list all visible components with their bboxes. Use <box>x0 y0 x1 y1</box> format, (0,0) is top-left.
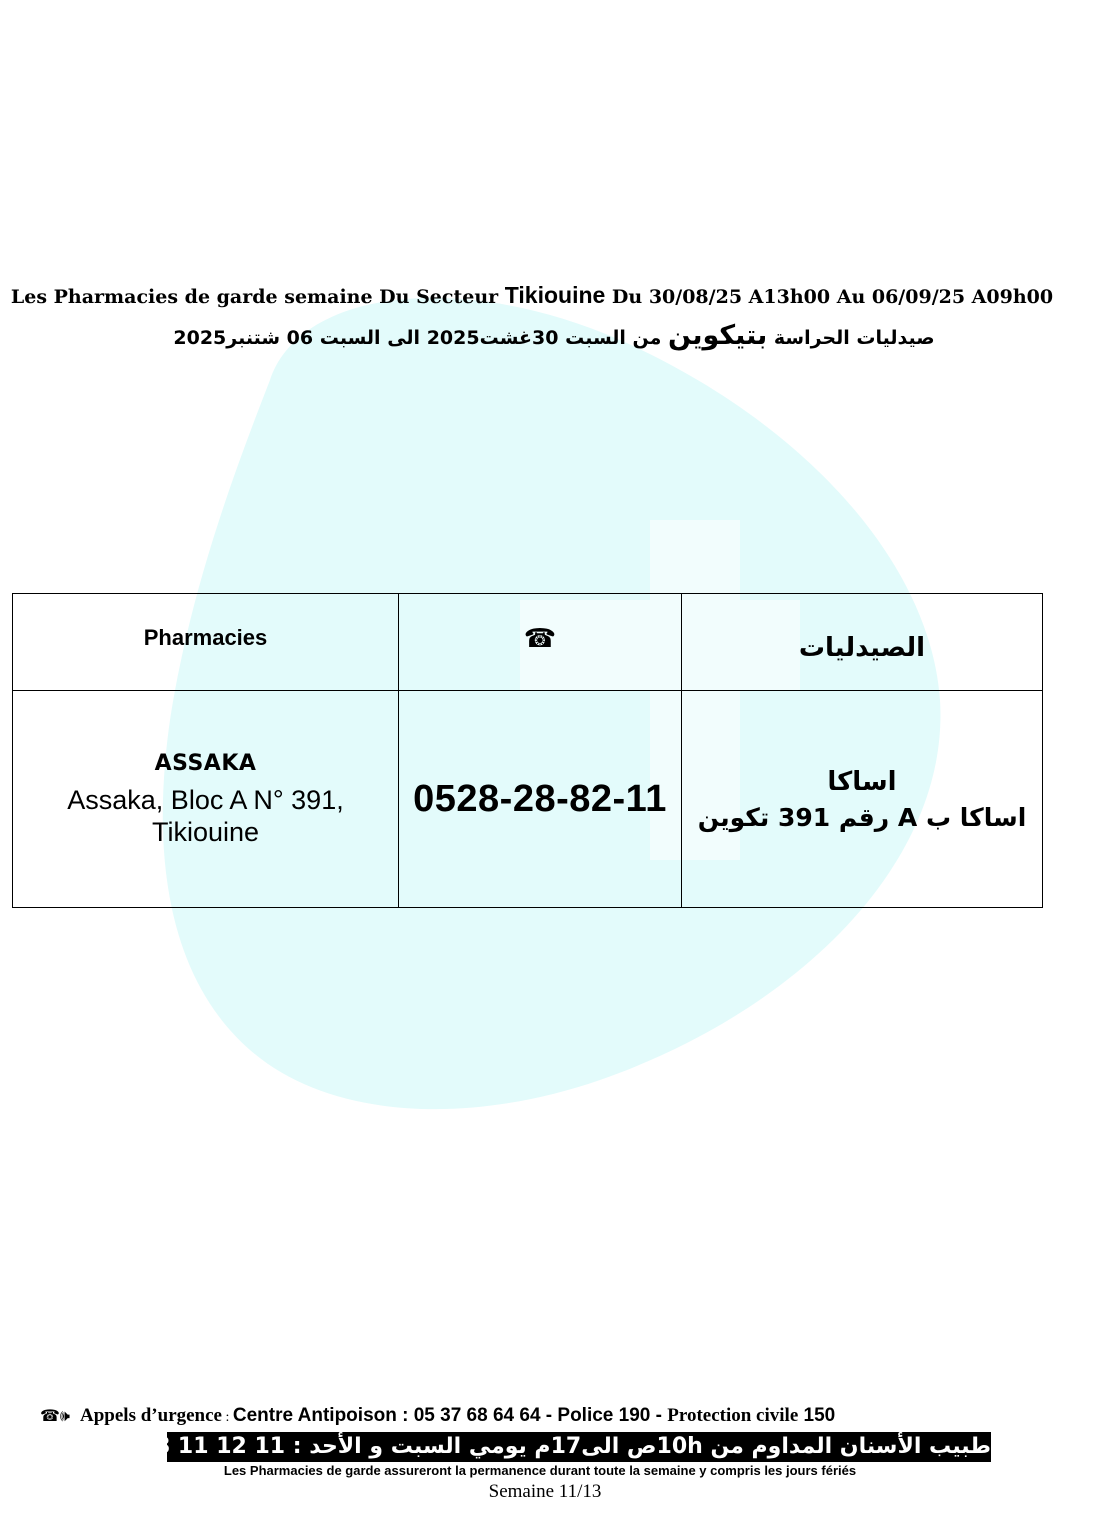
title-fr-sector: Tikiouine <box>504 282 606 308</box>
header-cell-ar <box>682 594 1043 691</box>
title-ar-prefix: صيدليات الحراسة <box>767 327 935 349</box>
title-fr-prefix: Les Pharmacies de garde semaine Du Secteur <box>10 286 505 308</box>
pharmacy-name: ASSAKA <box>154 750 257 776</box>
table-header-row <box>13 594 1043 691</box>
title-ar-suffix: من السبت 30غشت2025 الى السبت 06 شتنبر2025 <box>173 327 669 349</box>
antipoison-police: Centre Antipoison : 05 37 68 64 64 - Police 190 - <box>232 1405 668 1426</box>
header-cell-fr <box>13 594 399 691</box>
title-ar-sector: بتيكوين <box>668 320 768 351</box>
title-fr-suffix: Du 30/08/25 A13h00 Au 06/09/25 A09h00 <box>605 286 1054 308</box>
pharmacy-address-ar: اساكا ب A رقم 391 تكوين <box>697 802 1027 832</box>
phone-icon: ☎ <box>523 622 557 653</box>
page-title-fr <box>0 282 1064 309</box>
footer-note: Les Pharmacies de garde assureront la permanence durant toute la semaine y compris les jours fériés <box>223 1463 857 1478</box>
pharmacy-cell-ar <box>682 691 1043 908</box>
urgence-label: Appels d’urgence <box>80 1405 222 1426</box>
phone-speaker-icon: ☎🕪 <box>40 1408 71 1425</box>
week-number: Semaine 11/13 <box>488 1481 602 1502</box>
pharmacy-name-ar: اساكا <box>827 766 897 797</box>
pharmacy-cell-fr <box>13 691 399 908</box>
header-cell-phone <box>399 594 682 691</box>
protection-label: Protection civile <box>667 1405 799 1426</box>
header-pharmacies-ar: الصيدليات <box>798 633 926 663</box>
table-row <box>13 691 1043 908</box>
emergency-calls-line <box>40 1405 1000 1427</box>
header-pharmacies: Pharmacies <box>143 625 268 650</box>
pharmacy-address: Assaka, Bloc A N° 391, Tikiouine <box>67 784 344 847</box>
urgence-colon: : <box>222 1410 233 1425</box>
pharmacy-phone: 0528-28-82-11 <box>399 691 682 908</box>
protection-number: 150 <box>798 1405 836 1426</box>
pharmacies-table <box>12 593 1043 908</box>
dentist-banner: طبيب الأسنان المداوم من 10hص الى17م يومي السبت و الأحد : 11 12 11 08 06 <box>167 1432 991 1462</box>
page-title-ar <box>0 320 1108 351</box>
